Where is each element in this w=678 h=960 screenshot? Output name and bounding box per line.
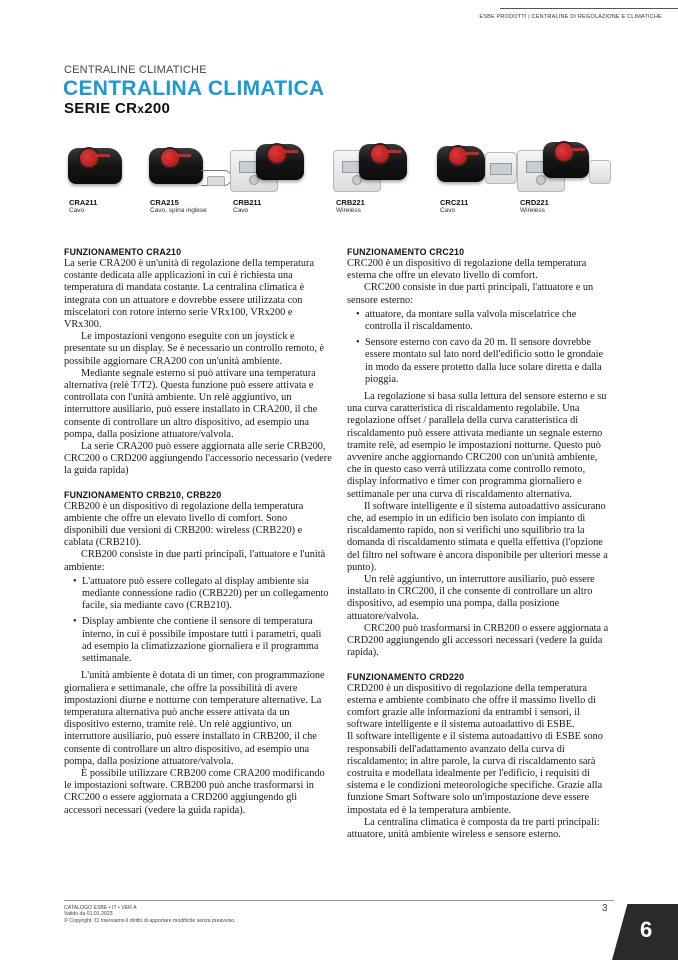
product-crb211 [228, 140, 324, 214]
header-rule [500, 8, 678, 9]
footer-rule [64, 900, 614, 901]
actuator-with-room-unit-image [331, 140, 427, 194]
product-crd221 [515, 140, 611, 214]
product-desc: Wireless [336, 207, 361, 214]
paragraph: La serie CRA200 è un'unità di regolazione della temperatura costante dedicata alle applicazioni in cui è richiesta una temperatura di mandata costante. La centralina climatica è integrata con un attuatore e dovrebbe essere utilizzata con miscelatori con rotore interno serie VRx100, VRx200 e VRx300. [64, 258, 315, 331]
list-item: • attuatore, da montare sulla valvola miscelatrice che controlla il riscaldamento. [357, 309, 613, 333]
right-column [347, 246, 613, 841]
product-crb221 [331, 140, 427, 214]
paragraph: CRC200 è un dispositivo di regolazione della temperatura esterna che offre un elevato livello di comfort. [347, 258, 587, 282]
product-desc: Cavo [233, 207, 249, 214]
section-heading-crc210: FUNZIONAMENTO CRC210 [347, 247, 465, 257]
product-name: CRC211 [440, 198, 469, 207]
product-desc: Cavo [69, 207, 85, 214]
catalog-line: CATALOGO ESBE • IT • VER A [64, 905, 137, 911]
paragraph: È possibile utilizzare CRB200 come CRA200 modificando le impostazioni software. CRB200 può anche trasformarsi in CRC200 o essere aggiornata a CRD200 aggiungendo gli accessori necessari (vedere la guida rapida). [64, 767, 325, 816]
bullet-list [347, 309, 613, 386]
paragraph: CRB200 è un dispositivo di regolazione della temperatura ambiente che offre un elevato livello di comfort. Sono disponibili due versioni di CRB200: wireless (CRB220) e cablata (CRB210). [64, 500, 304, 549]
validity-line: Valido da 01.01.2023 [64, 911, 113, 918]
footer-info [64, 905, 236, 924]
actuator-with-room-unit-image [228, 140, 324, 194]
list-item: • L'attuatore può essere collegato al display ambiente sia mediante connessione radio (CRB220) per un collegamento facile, sia mediante cavo (CRB210). [74, 576, 332, 613]
section-heading-crd220: FUNZIONAMENTO CRD220 [347, 671, 465, 682]
paragraph: Un relè aggiuntivo, un interruttore ausiliario, può essere installato in CRC200, il che consente di controllare un altro dispositivo, ad esempio una pompa, dalla posizione attuatore/valvola. [347, 574, 595, 622]
actuator-image [145, 140, 241, 194]
paragraph: La serie CRA200 può essere aggiornata alle serie CRB200, CRC200 o CRD200 aggiungendo l'accessorio necessario (vedere la guida rapida) [64, 441, 332, 477]
page-number: 3 [602, 903, 608, 914]
paragraph: La centralina climatica è composta da tre parti principali: attuatore, unità ambiente wireless e sensore esterno. [347, 816, 600, 840]
section-tab-number: 6 [640, 917, 653, 942]
copyright-line: © Copyright. Ci riserviamo il diritto di apportare modifiche senza preavviso. [64, 917, 236, 924]
product-name: CRB221 [336, 198, 365, 207]
paragraph: CRC200 può trasformarsi in CRB200 o essere aggiornata a CRD200 aggiungendo gli accessori necessari (vedere la guida rapida). [347, 622, 609, 659]
actuator-with-room-unit-and-sensor-image [515, 140, 611, 194]
category-label: CENTRALINE CLIMATICHE [64, 64, 207, 76]
paragraph: CRB200 consiste in due parti principali, l'attuatore e l'unità ambiente: [64, 549, 326, 573]
page-title: CENTRALINA CLIMATICA [63, 77, 325, 100]
list-item: • Display ambiente che contiene il sensore di temperatura interno, in cui è possibile impostare tutti i parametri, quali ad esempio la climatizzazione giornaliera e il programma settimanale. [74, 616, 332, 665]
left-column [64, 246, 332, 817]
paragraph: L'unità ambiente è dotata di un timer, con programmazione giornaliera e settimanale, che offre la possibilità di avere impostazioni diurne e notturne con temperature alternative. La temperatura alternativa può anche essere attivata da un dispositivo esterno, tramite relè. Un relè aggiuntivo, un interruttore ausiliario, può essere installato in CRB200, il che consente di controllare un altro dispositivo, ad esempio una pompa, dalla posizione attuatore/valvola. [64, 670, 325, 767]
series-title: SERIE CRx200 [64, 100, 171, 117]
product-name: CRB211 [233, 198, 262, 207]
product-name: CRD221 [520, 198, 549, 207]
product-name: CRA211 [69, 198, 98, 207]
bullet-list [64, 576, 332, 665]
paragraph: CRD200 è un dispositivo di regolazione della temperatura esterna e ambiente combinato che offre il massimo livello di comfort grazie alle informazioni da entrambi i sensori, il software intelligente e il sistema autoadattivo di ESBE. [347, 682, 596, 731]
product-name: CRA215 [150, 198, 179, 207]
paragraph: Il software intelligente e il sistema autoadattivo assicurano che, ad esempio in un edificio ben isolato con impianto di riscaldamento rapido, non si verifichi uno squilibrio tra la domanda di riscaldamento stimata e quella effettiva (l'opzione del filtro nel software è ancora disponibile per ulteriori messe a punto). [347, 500, 608, 573]
paragraph: Il software intelligente e il sistema autoadattivo di ESBE sono responsabili dell'adattamento avanzato della curva di riscaldamento; in altre parole, la curva di riscaldamento sarà costruita e modellata idealmente per l'edificio, i requisiti di sistema e le condizioni meteorologiche specifiche. Grazie alla funzione Smart Software solo un'impostazione deve essere impostata ed è la temperatura ambiente. [347, 731, 603, 816]
paragraph: La regolazione si basa sulla lettura del sensore esterno e su una curva caratteristica di riscaldamento regolabile. Una regolazione offset / parallela della curva caratteristica di riscaldamento può essere attivata mediante un segnale esterno tramite relè, ad esempio le impostazioni notturne. Questo può avvenire anche aggiornando CRC200 con un'unità ambiente, che in questo caso verrà utilizzata come controllo remoto, display informativo e timer con programma giornaliero e settimanale per una curva di riscaldamento alternativa. [347, 391, 607, 500]
paragraph: CRC200 consiste in due parti principali, l'attuatore e un sensore esterno: [347, 282, 594, 306]
running-header: ESBE PRODOTTI | CENTRALINE DI REGOLAZIONE E CLIMATICHE [479, 14, 662, 20]
product-desc: Cavo [440, 207, 456, 214]
product-desc: Wireless [520, 207, 545, 214]
section-heading-crb210: FUNZIONAMENTO CRB210, CRB220 [64, 489, 222, 500]
paragraph: Le impostazioni vengono eseguite con un joystick e presentate su un display. Se è necessario un controllo remoto, è possibile aggiornare CRA200 con un'unità ambiente. [64, 331, 325, 367]
product-desc: Cavo, spina inglese [150, 207, 207, 214]
paragraph: Mediante segnale esterno si può attivare una temperatura alternativa (relè T/T2). Questa funzione può essere attivata e controllata con l'unità ambiente. Un relè aggiuntivo, un interruttore ausiliario, può essere installato in CRA200, il che consente di controllare un altro dispositivo, ad esempio una pompa, dalla posizione attuatore/valvola. [64, 367, 318, 440]
list-item: • Sensore esterno con cavo da 20 m. Il sensore dovrebbe essere montato sul lato nord dell'edificio sotto le grondaie in modo da essere protetto dalla luce solare diretta e dalla pioggia. [357, 337, 613, 386]
product-cra215 [145, 140, 241, 214]
section-heading-cra210: FUNZIONAMENTO CRA210 [64, 247, 182, 257]
